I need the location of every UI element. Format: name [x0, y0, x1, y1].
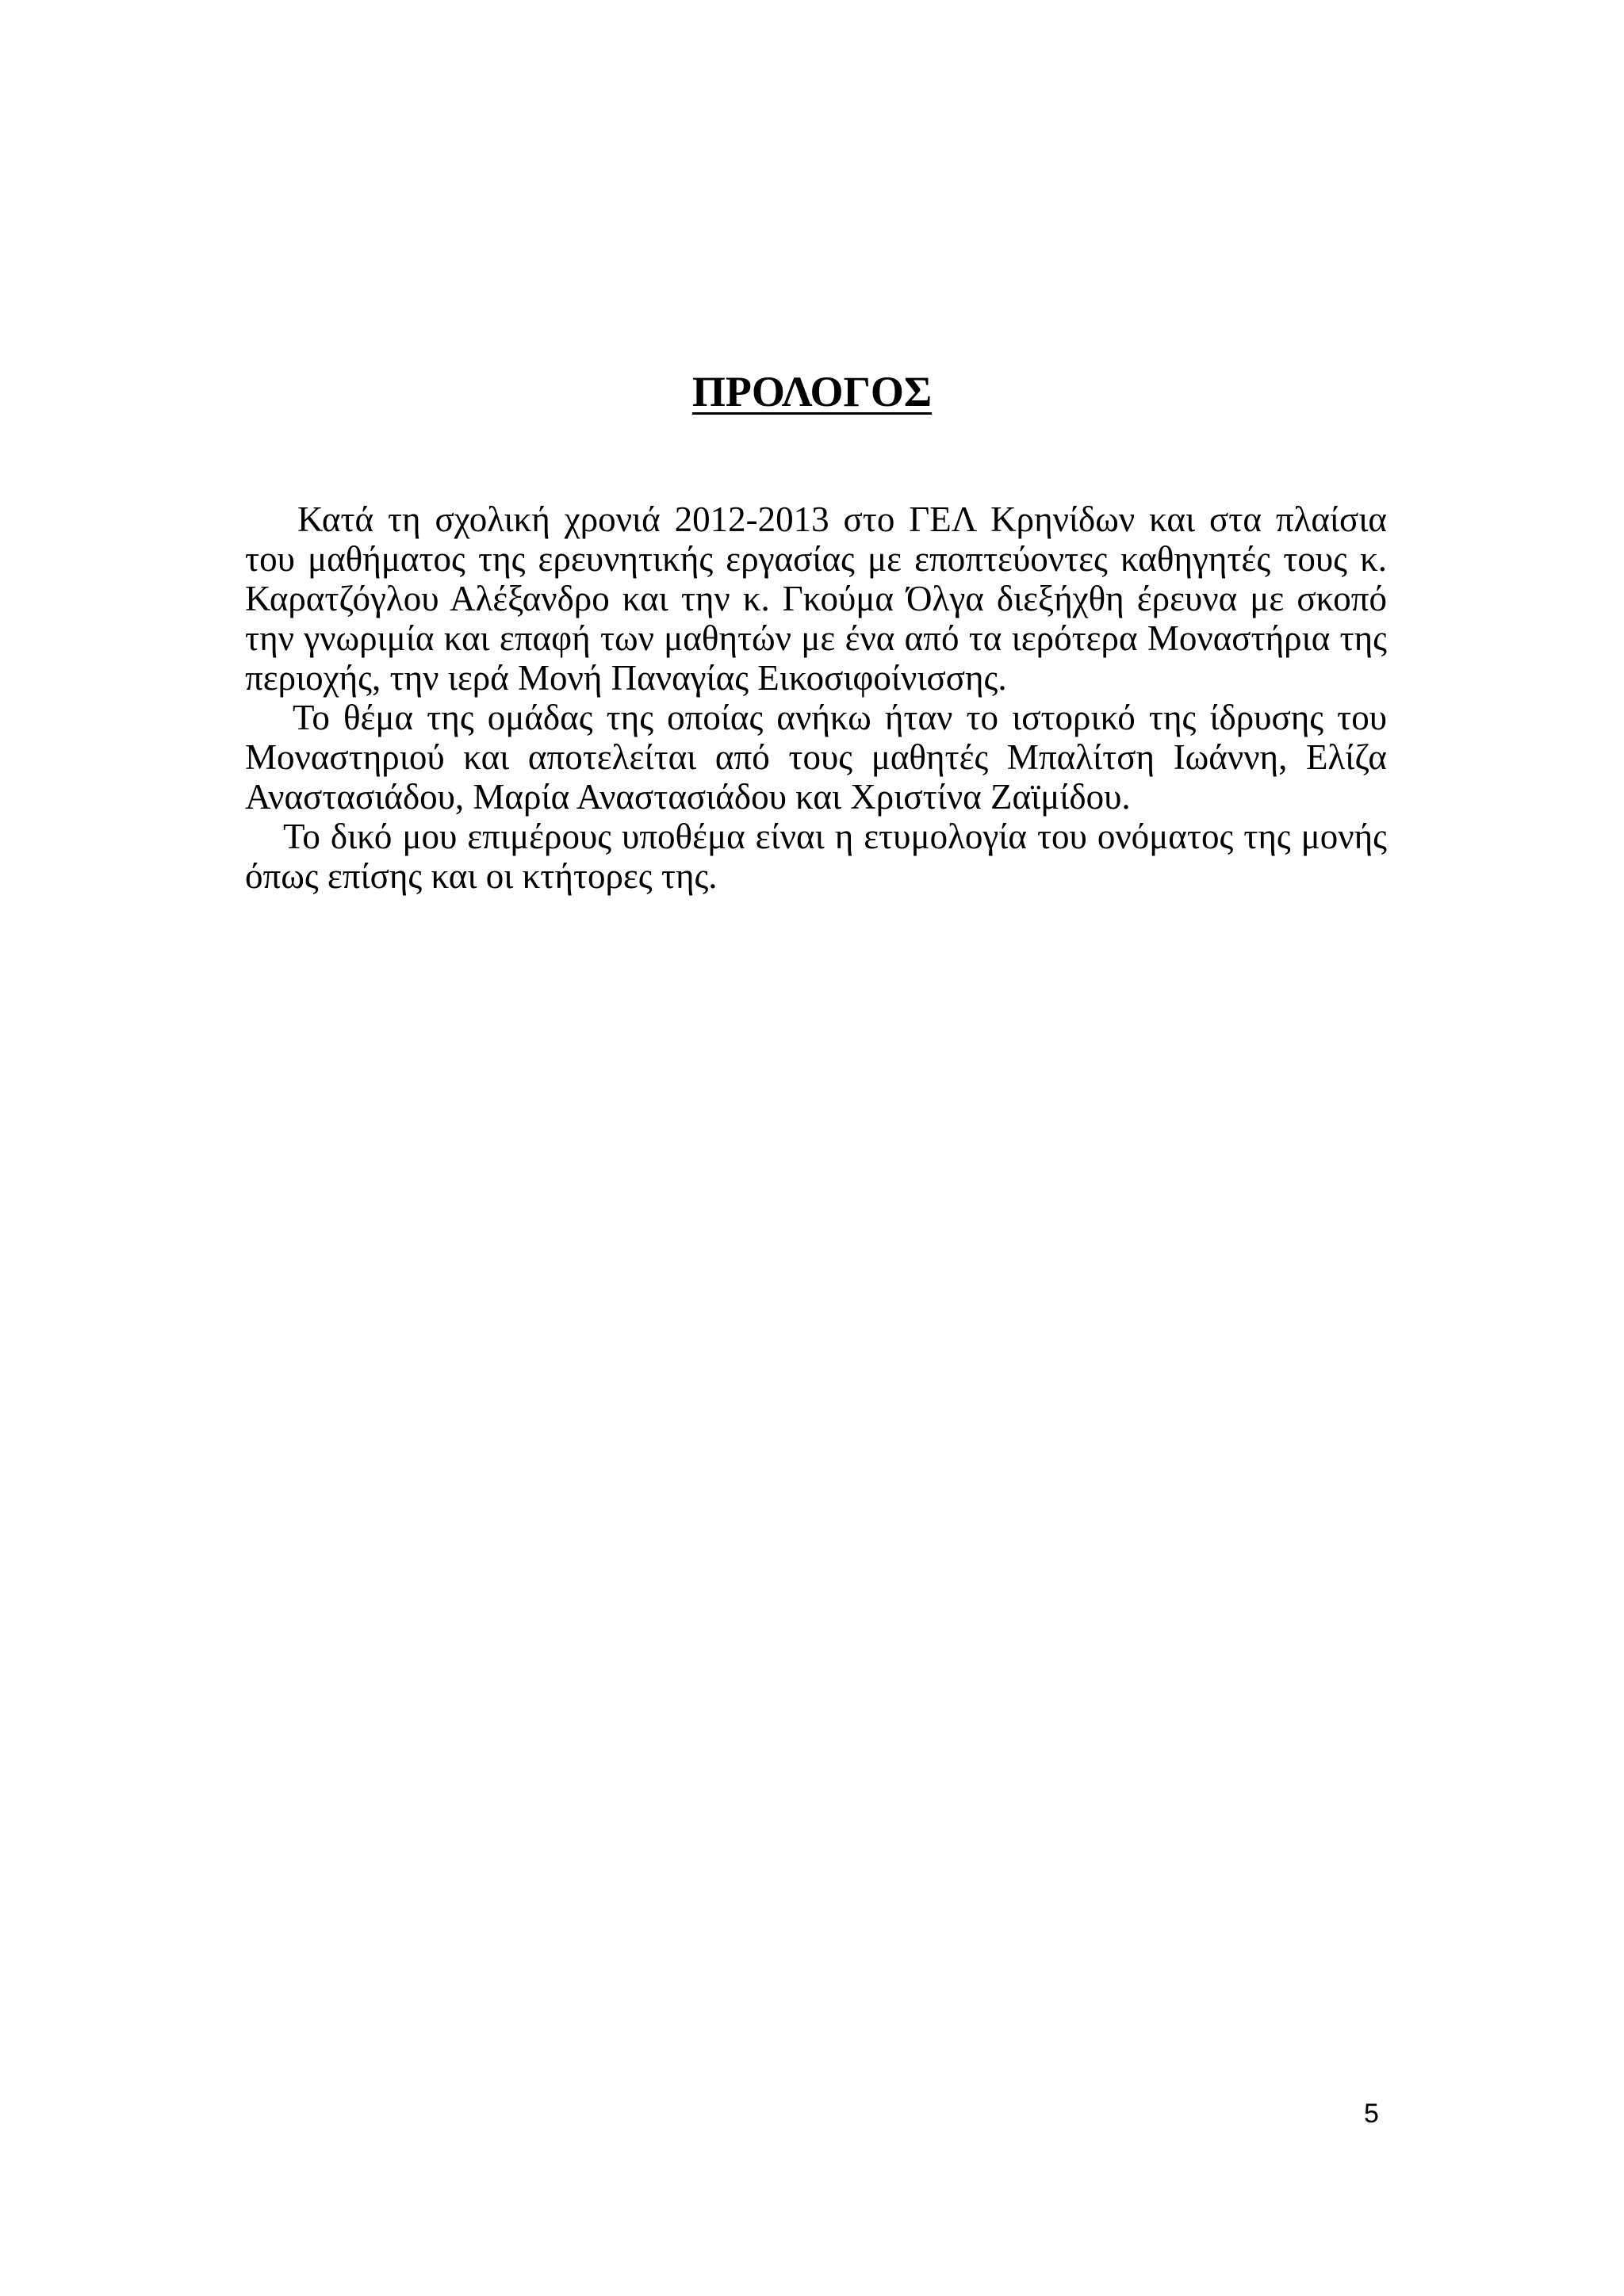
page-title: ΠΡΟΛΟΓΟΣ — [691, 368, 933, 415]
paragraph-subtopic: Το δικό μου επιμέρους υποθέμα είναι η ετυμολογία του ονόματος της μονής όπως επίσης και οι κτήτορες της. — [245, 817, 1387, 896]
paragraph-intro: Κατά τη σχολική χρονιά 2012-2013 στο ΓΕΛ Κρηνίδων και στα πλαίσια του μαθήματος της ερευνητικής εργασίας με εποπτεύοντες καθηγητές τους κ. Καρατζόγλου Αλέξανδρο και την κ. Γκούμα Όλγα διεξήχθη έρευνα με σκοπό την γνωριμία και επαφή των μαθητών με ένα από τα ιερότερα Μοναστήρια της περιοχής, την ιερά Μονή Παναγίας Εικοσιφοίνισσης. — [245, 499, 1387, 698]
page-number: 5 — [1364, 2099, 1379, 2129]
paragraph-team: Το θέμα της ομάδας της οποίας ανήκω ήταν το ιστορικό της ίδρυσης του Μοναστηριού και αποτελείται από τους μαθητές Μπαλίτση Ιωάννη, Ελίζα Αναστασιάδου, Μαρία Αναστασιάδου και Χριστίνα Ζαϊμίδου. — [245, 698, 1387, 817]
body-text — [245, 499, 1387, 896]
